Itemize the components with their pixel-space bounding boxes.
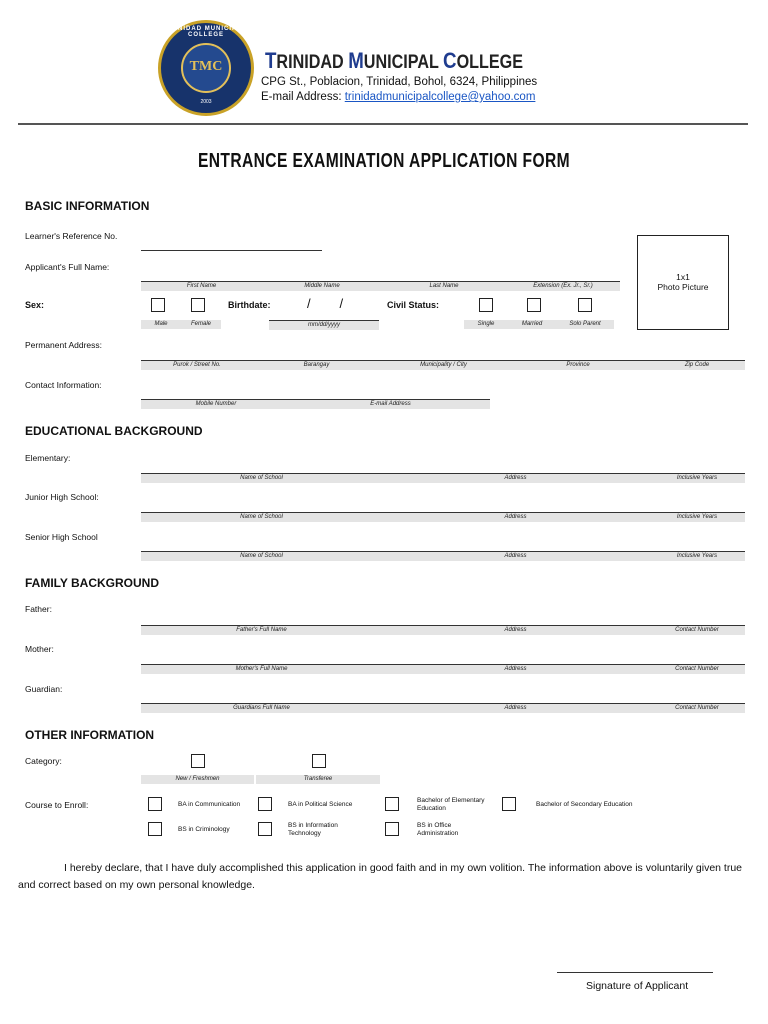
course-bs-criminology-label: BS in Criminology: [178, 826, 230, 833]
course-ba-political-science-label: BA in Political Science: [288, 801, 353, 808]
guardian-address-field[interactable]: Address: [382, 703, 649, 713]
municipality-field[interactable]: Municipality / City: [380, 360, 507, 370]
college-name: TRINIDAD MUNICIPAL COLLEGE: [265, 48, 523, 73]
mother-name-field[interactable]: Mother's Full Name: [141, 664, 382, 674]
course-bsed-checkbox[interactable]: [502, 797, 516, 811]
college-address: CPG St., Poblacion, Trinidad, Bohol, 6324, Philippines: [261, 76, 538, 88]
junior-high-address-field[interactable]: Address: [382, 512, 649, 522]
permanent-address-label: Permanent Address:: [25, 340, 103, 350]
zip-code-field[interactable]: Zip Code: [649, 360, 745, 370]
education-heading: EDUCATIONAL BACKGROUND: [25, 424, 203, 438]
signature-line[interactable]: [557, 972, 713, 973]
sex-label: Sex:: [25, 300, 45, 310]
guardian-contact-field[interactable]: Contact Number: [649, 703, 745, 713]
family-heading: FAMILY BACKGROUND: [25, 576, 160, 590]
course-bs-criminology-checkbox[interactable]: [148, 822, 162, 836]
signature-label: Signature of Applicant: [586, 980, 689, 992]
sex-male-caption: Male: [141, 320, 181, 329]
lrn-label: Learner's Reference No.: [25, 231, 118, 241]
sex-female-caption: Female: [181, 320, 221, 329]
last-name-field[interactable]: Last Name: [382, 281, 506, 291]
civil-married-caption: Married: [508, 320, 556, 329]
mobile-number-field[interactable]: Mobile Number: [141, 399, 291, 409]
civil-single-caption: Single: [464, 320, 508, 329]
birthdate-field[interactable]: mm/dd/yyyy: [269, 320, 379, 330]
civil-single-checkbox[interactable]: [479, 298, 493, 312]
civil-solo-parent-checkbox[interactable]: [578, 298, 592, 312]
civil-married-checkbox[interactable]: [527, 298, 541, 312]
course-bsit-checkbox[interactable]: [258, 822, 272, 836]
street-field[interactable]: Purok / Street No.: [141, 360, 253, 370]
photo-caption: Photo Picture: [657, 282, 709, 292]
sex-female-checkbox[interactable]: [191, 298, 205, 312]
name-extension-field[interactable]: Extension (Ex. Jr., Sr.): [506, 281, 620, 291]
contact-info-label: Contact Information:: [25, 380, 102, 390]
photo-box[interactable]: [637, 235, 729, 330]
category-label: Category:: [25, 756, 62, 766]
junior-high-label: Junior High School:: [25, 492, 99, 502]
course-bsoa-checkbox[interactable]: [385, 822, 399, 836]
birthdate-label: Birthdate:: [228, 300, 271, 310]
basic-info-heading: BASIC INFORMATION: [25, 199, 150, 213]
middle-name-field[interactable]: Middle Name: [262, 281, 382, 291]
elementary-label: Elementary:: [25, 453, 71, 463]
mother-label: Mother:: [25, 644, 54, 654]
mother-address-field[interactable]: Address: [382, 664, 649, 674]
course-bsoa-label: BS in Office Administration: [417, 822, 459, 837]
guardian-label: Guardian:: [25, 684, 63, 694]
father-label: Father:: [25, 604, 52, 614]
province-field[interactable]: Province: [507, 360, 649, 370]
category-transferee-caption: Transferee: [256, 775, 380, 784]
college-logo: [158, 20, 254, 116]
full-name-label: Applicant's Full Name:: [25, 262, 110, 272]
course-ba-communication-label: BA in Communication: [178, 801, 241, 808]
barangay-field[interactable]: Barangay: [253, 360, 380, 370]
logo-year: 2003: [200, 99, 212, 105]
senior-high-years-field[interactable]: Inclusive Years: [649, 551, 745, 561]
sex-male-checkbox[interactable]: [151, 298, 165, 312]
logo-ring-text: TRINIDAD MUNICIPAL COLLEGE: [165, 26, 247, 38]
father-address-field[interactable]: Address: [382, 625, 649, 635]
photo-size-label: 1x1: [676, 272, 690, 282]
course-beed-checkbox[interactable]: [385, 797, 399, 811]
category-freshmen-caption: New / Freshmen: [141, 775, 254, 784]
father-contact-field[interactable]: Contact Number: [649, 625, 745, 635]
header-divider: [18, 123, 748, 125]
course-bsit-label: BS in Information Technology: [288, 822, 338, 837]
logo-monogram: TMC: [189, 59, 223, 74]
declaration-text: I hereby declare, that I have duly accomplished this application in good faith and in my own volition. The information above is voluntarily given true and correct based on my own personal knowledge.: [18, 862, 743, 891]
category-freshmen-checkbox[interactable]: [191, 754, 205, 768]
course-beed-label: Bachelor of Elementary Education: [417, 797, 485, 812]
guardian-name-field[interactable]: Guardians Full Name: [141, 703, 382, 713]
elementary-years-field[interactable]: Inclusive Years: [649, 473, 745, 483]
course-label: Course to Enroll:: [25, 800, 89, 810]
category-transferee-checkbox[interactable]: [312, 754, 326, 768]
elementary-school-field[interactable]: Name of School: [141, 473, 382, 483]
course-bsed-label: Bachelor of Secondary Education: [536, 801, 633, 808]
mother-contact-field[interactable]: Contact Number: [649, 664, 745, 674]
civil-status-label: Civil Status:: [387, 300, 440, 310]
junior-high-years-field[interactable]: Inclusive Years: [649, 512, 745, 522]
lrn-field[interactable]: [141, 250, 322, 251]
college-email-line: E-mail Address: trinidadmunicipalcollege@yahoo.com: [261, 91, 536, 103]
other-info-heading: OTHER INFORMATION: [25, 728, 155, 742]
father-name-field[interactable]: Father's Full Name: [141, 625, 382, 635]
senior-high-school-field[interactable]: Name of School: [141, 551, 382, 561]
course-ba-communication-checkbox[interactable]: [148, 797, 162, 811]
senior-high-label: Senior High School: [25, 532, 98, 542]
birthdate-slashes: / /: [307, 296, 344, 311]
senior-high-address-field[interactable]: Address: [382, 551, 649, 561]
elementary-address-field[interactable]: Address: [382, 473, 649, 483]
email-address-field[interactable]: E-mail Address: [291, 399, 490, 409]
course-ba-political-science-checkbox[interactable]: [258, 797, 272, 811]
form-title: ENTRANCE EXAMINATION APPLICATION FORM: [197, 150, 571, 172]
first-name-field[interactable]: First Name: [141, 281, 262, 291]
junior-high-school-field[interactable]: Name of School: [141, 512, 382, 522]
civil-solo-parent-caption: Solo Parent: [556, 320, 614, 329]
college-email-link[interactable]: trinidadmunicipalcollege@yahoo.com: [344, 91, 536, 103]
